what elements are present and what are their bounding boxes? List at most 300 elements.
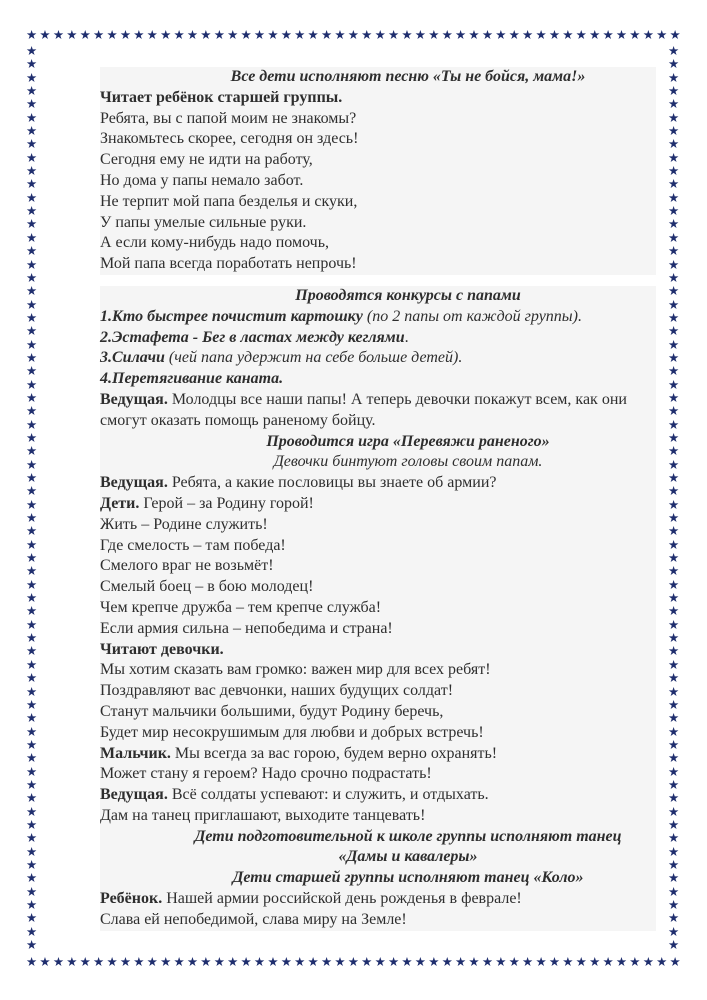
star-border-right <box>668 44 682 952</box>
star-icon: ★ <box>441 27 453 42</box>
star-icon: ★ <box>455 27 467 42</box>
star-icon: ★ <box>668 736 680 752</box>
text-paragraph <box>100 233 656 254</box>
text-segment: 3.Силачи <box>100 349 165 367</box>
text-segment: Слава ей непобедимой, слава миру на Земле! <box>100 910 407 928</box>
text-paragraph <box>100 681 656 702</box>
star-icon: ★ <box>668 643 680 659</box>
text-segment: Сегодня ему не идти на работу, <box>100 151 313 169</box>
star-icon: ★ <box>455 954 467 969</box>
star-icon: ★ <box>668 416 680 432</box>
star-icon: ★ <box>495 27 507 42</box>
star-icon: ★ <box>575 954 587 969</box>
star-icon: ★ <box>668 683 680 699</box>
star-border-top <box>26 28 681 41</box>
text-segment: . <box>404 328 409 346</box>
star-icon: ★ <box>320 27 333 42</box>
star-icon: ★ <box>668 496 680 512</box>
star-icon: ★ <box>26 883 38 899</box>
star-icon: ★ <box>668 603 680 619</box>
star-icon: ★ <box>548 954 561 969</box>
star-icon: ★ <box>39 27 51 42</box>
star-icon: ★ <box>106 27 118 42</box>
text-paragraph <box>100 619 656 640</box>
star-icon: ★ <box>668 256 680 272</box>
stage-direction-paragraph <box>100 286 656 307</box>
star-icon: ★ <box>668 443 680 459</box>
text-paragraph <box>100 307 656 328</box>
text-segment: 4.Перетягивание каната. <box>100 370 284 388</box>
star-icon: ★ <box>307 27 319 42</box>
star-icon: ★ <box>668 349 680 365</box>
text-segment: Ведущая. <box>100 474 168 492</box>
star-icon: ★ <box>200 954 212 969</box>
star-icon: ★ <box>26 216 38 232</box>
star-icon: ★ <box>668 843 680 859</box>
star-icon: ★ <box>468 954 480 969</box>
star-icon: ★ <box>481 27 494 42</box>
star-icon: ★ <box>26 43 38 58</box>
text-paragraph <box>100 556 656 577</box>
star-icon: ★ <box>26 536 38 552</box>
text-segment: Все дети исполняют песню «Ты не бойся, мама!» <box>230 68 586 85</box>
star-icon: ★ <box>668 336 680 352</box>
star-icon: ★ <box>615 954 628 969</box>
star-icon: ★ <box>629 954 641 969</box>
text-segment: Смелый боец – в бою молодец! <box>100 578 314 596</box>
text-paragraph <box>100 390 656 432</box>
star-icon: ★ <box>668 563 680 579</box>
text-segment: Мой папа всегда поработать непрочь! <box>100 255 357 273</box>
text-paragraph <box>100 192 656 213</box>
text-segment: А если кому-нибудь надо помочь, <box>100 234 330 252</box>
star-icon: ★ <box>589 27 601 42</box>
star-icon: ★ <box>294 27 306 42</box>
star-icon: ★ <box>668 763 680 779</box>
star-icon: ★ <box>522 27 534 42</box>
star-icon: ★ <box>119 27 132 42</box>
star-icon: ★ <box>26 403 38 419</box>
star-icon: ★ <box>562 954 574 969</box>
star-icon: ★ <box>387 27 400 42</box>
text-paragraph <box>100 348 656 369</box>
star-icon: ★ <box>294 954 306 969</box>
text-segment: Поздравляют вас девчонки, наших будущих солдат! <box>100 682 454 700</box>
star-icon: ★ <box>26 830 38 846</box>
star-icon: ★ <box>668 96 680 112</box>
star-icon: ★ <box>656 954 668 969</box>
stage-direction-paragraph <box>100 452 656 473</box>
star-icon: ★ <box>26 790 38 806</box>
star-icon: ★ <box>347 27 359 42</box>
text-segment: Жить – Родине служить! <box>100 515 268 533</box>
star-icon: ★ <box>668 670 680 686</box>
star-icon: ★ <box>26 323 38 339</box>
star-icon: ★ <box>668 296 680 312</box>
star-icon: ★ <box>52 954 65 969</box>
star-icon: ★ <box>668 656 680 672</box>
star-icon: ★ <box>26 229 38 245</box>
star-icon: ★ <box>669 27 681 42</box>
star-icon: ★ <box>26 429 38 445</box>
text-segment: Может стану я героем? Надо срочно подрастать! <box>100 765 432 783</box>
star-icon: ★ <box>26 923 38 939</box>
star-icon: ★ <box>668 109 680 125</box>
star-icon: ★ <box>160 954 172 969</box>
star-icon: ★ <box>668 910 680 926</box>
text-segment: Ребёнок. <box>100 890 163 908</box>
star-icon: ★ <box>26 416 38 432</box>
text-paragraph <box>100 598 656 619</box>
star-icon: ★ <box>200 27 212 42</box>
star-icon: ★ <box>668 750 680 766</box>
text-segment: (чей папа удержит на себе больше детей). <box>164 349 463 367</box>
text-segment: Проводятся конкурсы с папами <box>295 286 521 304</box>
star-icon: ★ <box>26 363 38 379</box>
star-icon: ★ <box>26 670 38 686</box>
star-icon: ★ <box>668 229 680 245</box>
star-icon: ★ <box>26 736 38 752</box>
text-segment: Чем крепче дружба – тем крепче служба! <box>100 598 382 616</box>
star-icon: ★ <box>26 56 38 72</box>
star-icon: ★ <box>668 723 680 739</box>
text-paragraph <box>100 88 656 109</box>
star-icon: ★ <box>668 43 680 58</box>
star-icon: ★ <box>26 136 38 152</box>
star-icon: ★ <box>589 954 601 969</box>
star-icon: ★ <box>668 376 680 392</box>
star-icon: ★ <box>26 843 38 859</box>
star-icon: ★ <box>668 550 680 566</box>
star-icon: ★ <box>642 954 654 969</box>
text-paragraph <box>100 889 656 910</box>
star-icon: ★ <box>173 27 185 42</box>
star-icon: ★ <box>414 954 426 969</box>
star-icon: ★ <box>668 816 680 832</box>
text-segment: Мы хотим сказать вам громко: важен мир для всех ребят! <box>100 661 491 679</box>
star-icon: ★ <box>334 954 346 969</box>
star-icon: ★ <box>668 243 680 259</box>
star-icon: ★ <box>26 750 38 766</box>
star-icon: ★ <box>26 443 38 459</box>
star-icon: ★ <box>133 27 145 42</box>
star-icon: ★ <box>26 630 38 646</box>
star-icon: ★ <box>575 27 587 42</box>
star-icon: ★ <box>615 27 628 42</box>
text-segment: Смелого враг не возьмёт! <box>100 557 274 575</box>
star-icon: ★ <box>26 656 38 672</box>
star-icon: ★ <box>428 27 440 42</box>
star-icon: ★ <box>146 27 158 42</box>
star-icon: ★ <box>26 189 38 205</box>
star-icon: ★ <box>26 576 38 592</box>
text-segment: 1.Кто быстрее почистит картошку <box>100 307 363 325</box>
star-icon: ★ <box>668 696 680 712</box>
star-icon: ★ <box>267 27 279 42</box>
star-icon: ★ <box>253 954 266 969</box>
text-segment: Мальчик. <box>100 744 171 762</box>
text-segment: Ведущая. <box>100 786 168 804</box>
star-icon: ★ <box>668 203 680 219</box>
text-paragraph <box>100 515 656 536</box>
star-icon: ★ <box>93 954 105 969</box>
star-icon: ★ <box>26 803 38 819</box>
star-icon: ★ <box>668 883 680 899</box>
star-icon: ★ <box>186 27 199 42</box>
text-paragraph <box>100 702 656 723</box>
star-icon: ★ <box>26 296 38 312</box>
star-icon: ★ <box>668 576 680 592</box>
text-segment: 2.Эстафета - Бег в ластах между кеглями <box>100 328 405 346</box>
text-segment: Где смелость – там победа! <box>100 536 286 554</box>
text-segment: Будет мир несокрушимым для любви и добрых встречь! <box>100 723 484 741</box>
text-paragraph <box>100 494 656 515</box>
star-icon: ★ <box>26 696 38 712</box>
text-paragraph <box>100 328 656 349</box>
star-icon: ★ <box>387 954 400 969</box>
star-icon: ★ <box>668 870 680 886</box>
text-segment: Читают девочки. <box>100 640 224 658</box>
text-paragraph <box>100 473 656 494</box>
star-icon: ★ <box>26 256 38 272</box>
star-icon: ★ <box>146 954 158 969</box>
star-icon: ★ <box>656 27 668 42</box>
stage-direction-paragraph <box>100 827 656 848</box>
text-segment: Дети подготовительной к школе группы исполняют танец <box>194 827 622 845</box>
star-icon: ★ <box>374 954 386 969</box>
text-paragraph <box>100 640 656 661</box>
star-icon: ★ <box>629 27 641 42</box>
star-icon: ★ <box>668 483 680 499</box>
star-icon: ★ <box>26 897 38 912</box>
star-icon: ★ <box>668 136 680 152</box>
star-icon: ★ <box>26 603 38 619</box>
star-icon: ★ <box>26 83 38 99</box>
text-segment: Дети старшей группы исполняют танец «Коло» <box>232 869 584 887</box>
star-icon: ★ <box>66 27 78 42</box>
star-icon: ★ <box>26 269 38 285</box>
text-segment: Нашей армии российской день рожденья в феврале! <box>162 890 522 908</box>
star-icon: ★ <box>26 870 38 886</box>
star-icon: ★ <box>26 856 38 872</box>
star-icon: ★ <box>26 376 38 392</box>
star-icon: ★ <box>374 27 386 42</box>
text-segment: Ребята, а какие пословицы вы знаете об армии? <box>167 474 497 492</box>
star-icon: ★ <box>26 243 38 259</box>
star-icon: ★ <box>26 163 38 179</box>
star-icon: ★ <box>414 27 426 42</box>
star-icon: ★ <box>562 27 574 42</box>
text-segment: Девочки бинтуют головы своим папам. <box>273 453 543 471</box>
star-icon: ★ <box>26 389 38 405</box>
star-icon: ★ <box>26 203 38 219</box>
star-icon: ★ <box>26 96 38 112</box>
star-icon: ★ <box>26 590 38 606</box>
star-icon: ★ <box>26 954 38 969</box>
star-icon: ★ <box>668 429 680 445</box>
star-icon: ★ <box>93 27 105 42</box>
star-icon: ★ <box>668 856 680 872</box>
star-icon: ★ <box>668 937 680 953</box>
star-icon: ★ <box>669 954 681 969</box>
star-icon: ★ <box>347 954 359 969</box>
star-border-bottom <box>26 955 681 968</box>
star-icon: ★ <box>334 27 346 42</box>
star-icon: ★ <box>668 590 680 606</box>
star-icon: ★ <box>668 630 680 646</box>
star-icon: ★ <box>26 149 38 165</box>
star-icon: ★ <box>307 954 319 969</box>
star-icon: ★ <box>26 470 38 485</box>
star-icon: ★ <box>668 69 680 85</box>
star-icon: ★ <box>26 616 38 632</box>
text-paragraph <box>100 910 656 931</box>
star-icon: ★ <box>535 954 547 969</box>
text-segment: Ребята, вы с папой моим не знакомы? <box>100 109 357 127</box>
star-icon: ★ <box>227 954 239 969</box>
text-paragraph <box>100 150 656 171</box>
star-icon: ★ <box>26 510 38 526</box>
star-icon: ★ <box>160 27 172 42</box>
star-icon: ★ <box>668 83 680 99</box>
text-segment: (по 2 папы от каждой группы). <box>362 307 582 325</box>
text-segment: Всё солдаты успевают: и служить, и отдыхать. <box>167 786 489 804</box>
star-icon: ★ <box>668 123 680 139</box>
star-icon: ★ <box>668 363 680 379</box>
star-icon: ★ <box>26 456 38 472</box>
text-paragraph <box>100 536 656 557</box>
text-segment: Молодцы все наши папы! А теперь девочки покажут всем, как они смогут оказать помощь раненому бойцу. <box>100 390 627 429</box>
star-icon: ★ <box>642 27 654 42</box>
star-icon: ★ <box>66 954 78 969</box>
star-icon: ★ <box>535 27 547 42</box>
star-icon: ★ <box>39 954 51 969</box>
text-segment: Проводится игра «Перевяжи раненого» <box>266 432 550 450</box>
star-icon: ★ <box>668 163 680 179</box>
star-icon: ★ <box>106 954 118 969</box>
star-icon: ★ <box>26 496 38 512</box>
star-icon: ★ <box>26 763 38 779</box>
star-icon: ★ <box>267 954 279 969</box>
star-icon: ★ <box>668 176 680 192</box>
star-icon: ★ <box>428 954 440 969</box>
text-paragraph <box>100 369 656 390</box>
star-icon: ★ <box>26 710 38 726</box>
star-icon: ★ <box>668 269 680 285</box>
text-paragraph <box>100 806 656 827</box>
star-icon: ★ <box>668 403 680 419</box>
star-icon: ★ <box>602 27 614 42</box>
star-icon: ★ <box>468 27 480 42</box>
document-content <box>100 67 656 931</box>
star-icon: ★ <box>26 27 38 42</box>
star-icon: ★ <box>253 27 266 42</box>
text-segment: Читает ребёнок старшей группы. <box>100 88 343 106</box>
star-icon: ★ <box>668 389 680 405</box>
star-icon: ★ <box>668 616 680 632</box>
star-icon: ★ <box>668 149 680 165</box>
star-icon: ★ <box>26 349 38 365</box>
star-icon: ★ <box>240 954 252 969</box>
star-icon: ★ <box>173 954 185 969</box>
star-icon: ★ <box>668 523 680 539</box>
star-icon: ★ <box>26 550 38 566</box>
star-icon: ★ <box>668 309 680 325</box>
star-icon: ★ <box>401 954 413 969</box>
star-icon: ★ <box>119 954 132 969</box>
star-icon: ★ <box>668 510 680 526</box>
star-icon: ★ <box>26 109 38 125</box>
star-icon: ★ <box>280 954 292 969</box>
text-paragraph <box>100 785 656 806</box>
star-icon: ★ <box>26 723 38 739</box>
star-icon: ★ <box>668 776 680 792</box>
text-paragraph <box>100 764 656 785</box>
text-segment: У папы умелые сильные руки. <box>100 213 307 231</box>
star-icon: ★ <box>668 283 680 299</box>
star-icon: ★ <box>508 27 520 42</box>
star-icon: ★ <box>668 897 680 912</box>
text-segment: Дам на танец приглашают, выходите танцевать! <box>100 806 426 824</box>
star-icon: ★ <box>668 56 680 72</box>
star-icon: ★ <box>213 954 225 969</box>
star-icon: ★ <box>361 27 373 42</box>
star-icon: ★ <box>668 790 680 806</box>
star-icon: ★ <box>361 954 373 969</box>
text-paragraph <box>100 723 656 744</box>
star-icon: ★ <box>668 456 680 472</box>
star-icon: ★ <box>26 283 38 299</box>
star-icon: ★ <box>668 830 680 846</box>
text-paragraph <box>100 171 656 192</box>
star-icon: ★ <box>26 336 38 352</box>
star-icon: ★ <box>26 523 38 539</box>
star-icon: ★ <box>668 710 680 726</box>
text-segment: Не терпит мой папа безделья и скуки, <box>100 192 358 210</box>
star-icon: ★ <box>668 323 680 339</box>
star-icon: ★ <box>320 954 333 969</box>
star-icon: ★ <box>495 954 507 969</box>
star-icon: ★ <box>441 954 453 969</box>
star-icon: ★ <box>508 954 520 969</box>
star-icon: ★ <box>52 27 65 42</box>
star-icon: ★ <box>26 563 38 579</box>
star-icon: ★ <box>26 176 38 192</box>
star-icon: ★ <box>280 27 292 42</box>
text-segment: Станут мальчики большими, будут Родину беречь, <box>100 702 444 720</box>
star-icon: ★ <box>548 27 561 42</box>
star-icon: ★ <box>26 69 38 85</box>
star-icon: ★ <box>602 954 614 969</box>
star-icon: ★ <box>481 954 494 969</box>
star-icon: ★ <box>26 683 38 699</box>
star-icon: ★ <box>668 803 680 819</box>
star-icon: ★ <box>668 923 680 939</box>
stage-direction-paragraph <box>100 67 656 88</box>
text-segment: Герой – за Родину горой! <box>139 494 314 512</box>
star-icon: ★ <box>26 776 38 792</box>
text-segment: Ведущая. <box>100 390 168 408</box>
star-icon: ★ <box>26 483 38 499</box>
stage-direction-paragraph <box>100 432 656 453</box>
star-icon: ★ <box>401 27 413 42</box>
text-segment: Но дома у папы немало забот. <box>100 171 304 189</box>
star-icon: ★ <box>26 816 38 832</box>
star-icon: ★ <box>26 937 38 953</box>
text-segment: Мы всегда за вас горою, будем верно охранять! <box>170 744 498 762</box>
star-icon: ★ <box>668 216 680 232</box>
text-paragraph <box>100 660 656 681</box>
